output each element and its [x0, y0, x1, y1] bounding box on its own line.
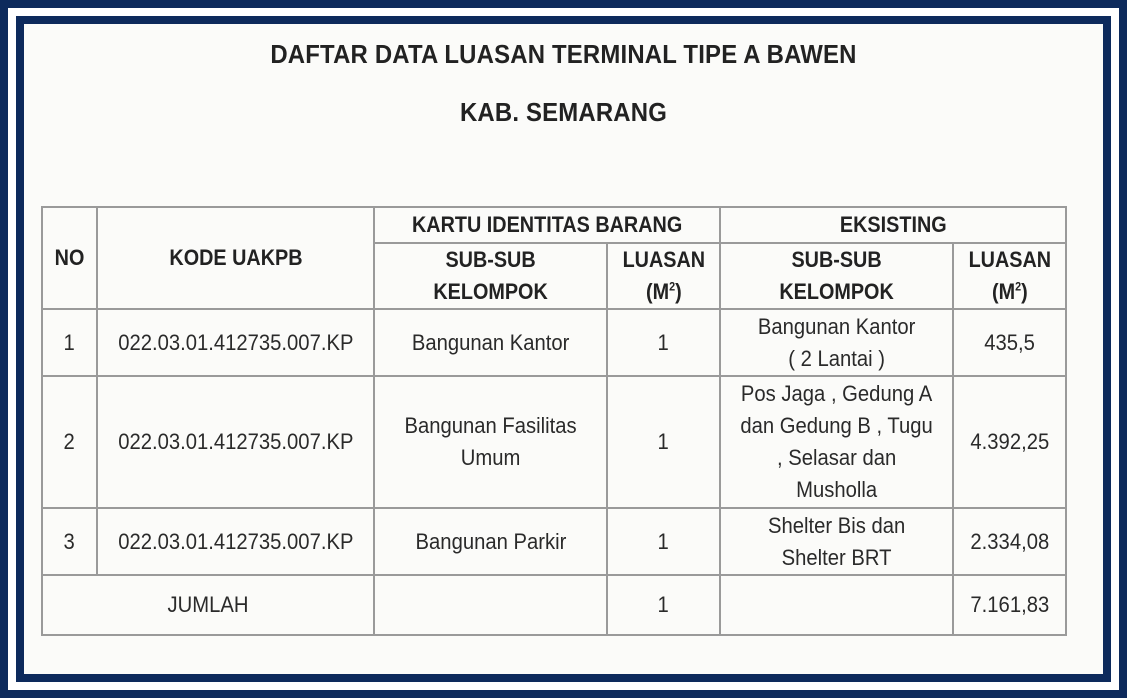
cell-no: 2 — [42, 376, 97, 508]
table-row — [42, 376, 1066, 508]
cell-eks-sub: Pos Jaga , Gedung A dan Gedung B , Tugu , Selasar dan Musholla — [720, 376, 953, 508]
header-kode-uakpb: KODE UAKPB — [97, 207, 374, 309]
cell-jumlah-label: JUMLAH — [42, 575, 374, 635]
cell-kib-luas: 1 — [607, 309, 720, 376]
cell-eks-sub: Bangunan Kantor ( 2 Lantai ) — [720, 309, 953, 376]
header-kib-sub-sub-kelompok: SUB-SUB KELOMPOK — [374, 243, 607, 309]
cell-kib-sub: Bangunan Fasilitas Umum — [374, 376, 607, 508]
cell-kode: 022.03.01.412735.007.KP — [97, 309, 374, 376]
cell-total-eks-luas: 7.161,83 — [953, 575, 1066, 635]
header-no: NO — [42, 207, 97, 309]
total-row — [42, 575, 1066, 635]
document-title: DAFTAR DATA LUASAN TERMINAL TIPE A BAWEN — [270, 39, 857, 69]
header-eks-luasan: LUASAN $(M^2)$ — [953, 243, 1066, 309]
document-subtitle: KAB. SEMARANG — [459, 97, 668, 127]
header-kartu-identitas-barang: KARTU IDENTITAS BARANG — [374, 207, 720, 243]
header-kib-luasan: LUASAN $(M^2)$ — [607, 243, 720, 309]
cell-no: 1 — [42, 309, 97, 376]
cell-total-kib-sub — [374, 575, 607, 635]
table-row — [42, 309, 1066, 376]
cell-eks-sub: Shelter Bis dan Shelter BRT — [720, 508, 953, 575]
cell-kib-luas: 1 — [607, 376, 720, 508]
cell-kib-sub: Bangunan Kantor — [374, 309, 607, 376]
cell-eks-luas: 435,5 — [953, 309, 1066, 376]
cell-total-eks-sub — [720, 575, 953, 635]
header-eks-sub-sub-kelompok: SUB-SUB KELOMPOK — [720, 243, 953, 309]
cell-eks-luas: 4.392,25 — [953, 376, 1066, 508]
document-sheet — [24, 24, 1103, 674]
cell-eks-luas: 2.334,08 — [953, 508, 1066, 575]
cell-kode: 022.03.01.412735.007.KP — [97, 376, 374, 508]
table-row — [42, 508, 1066, 575]
cell-total-kib-luas: 1 — [607, 575, 720, 635]
cell-kib-sub: Bangunan Parkir — [374, 508, 607, 575]
cell-kib-luas: 1 — [607, 508, 720, 575]
cell-kode: 022.03.01.412735.007.KP — [97, 508, 374, 575]
luasan-table — [41, 206, 1067, 636]
header-row-1 — [42, 207, 1066, 243]
cell-no: 3 — [42, 508, 97, 575]
header-eksisting: EKSISTING — [720, 207, 1066, 243]
